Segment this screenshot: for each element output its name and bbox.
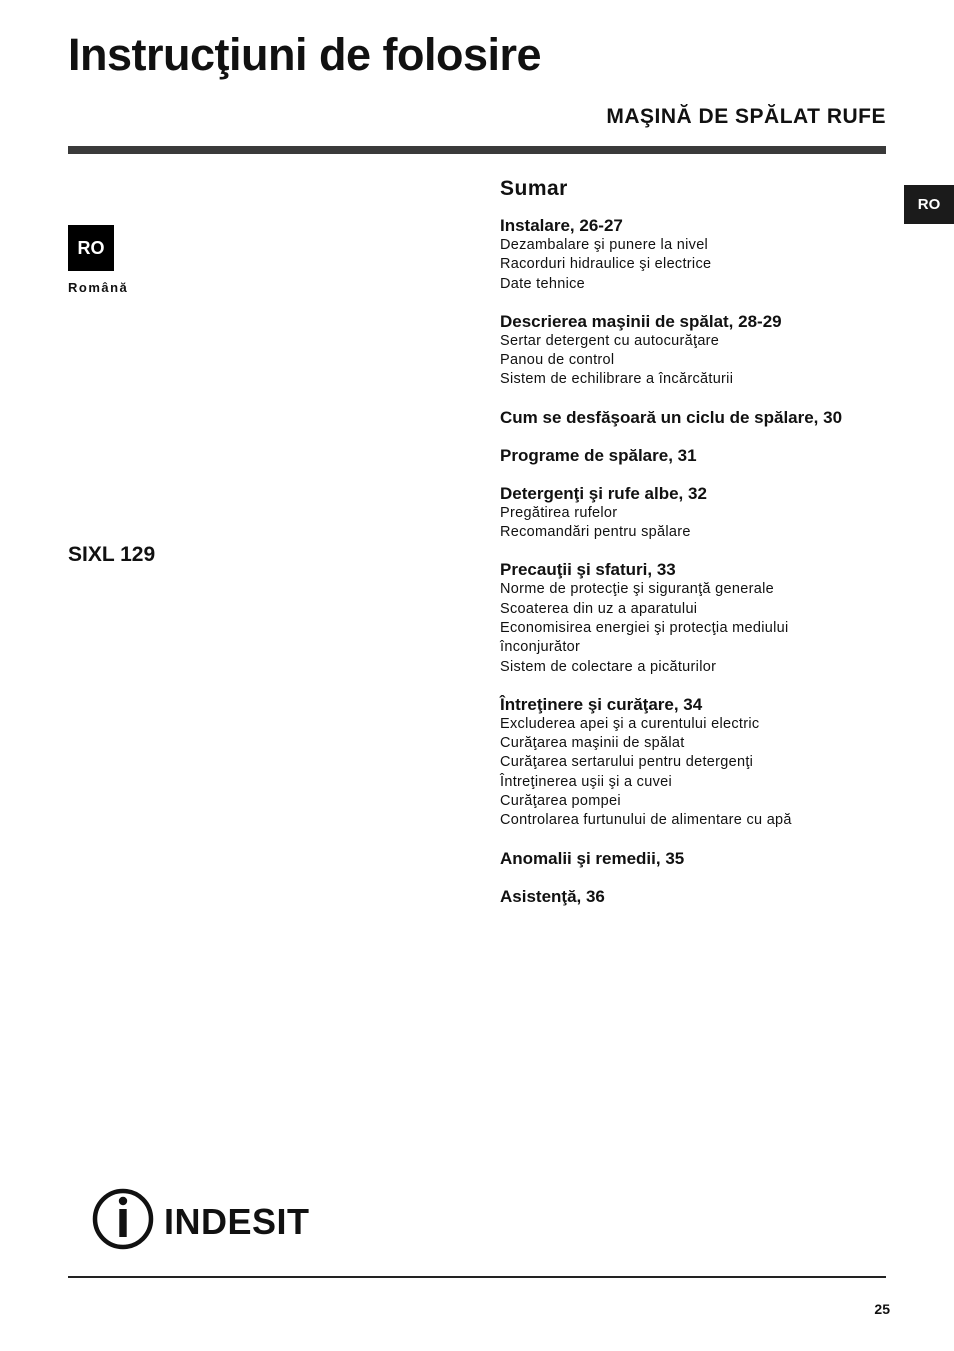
top-divider [68, 146, 886, 154]
toc-section-title[interactable]: Instalare, 26-27 [500, 216, 623, 235]
toc-item[interactable]: Sertar detergent cu autocurăţare [500, 332, 720, 349]
toc-section-title[interactable]: Detergenţi şi rufe albe, 32 [500, 483, 707, 503]
toc-section [500, 483, 900, 543]
toc-section-title[interactable]: Programe de spălare, 31 [500, 445, 697, 465]
toc-item[interactable]: Curăţarea sertarului pentru detergenţi [500, 754, 754, 771]
toc-item[interactable]: Racorduri hidraulice şi electrice [500, 256, 712, 273]
indesit-info-icon [95, 1191, 151, 1247]
toc-item[interactable]: Sistem de colectare a picăturilor [500, 658, 717, 675]
toc-section-title[interactable]: Întreţinere şi curăţare, 34 [500, 694, 703, 714]
toc-item[interactable]: Scoaterea din uz a aparatului [500, 600, 698, 617]
page-number: 25 [874, 1301, 890, 1317]
indesit-logo [92, 1188, 332, 1250]
toc-item[interactable]: Excluderea apei şi a curentului electric [500, 715, 760, 732]
bottom-divider [68, 1276, 886, 1278]
model-number: SIXL 129 [68, 543, 156, 566]
toc-item[interactable]: Dezambalare şi punere la nivel [500, 237, 709, 253]
toc-item[interactable]: Întreţinerea uşii şi a cuvei [500, 773, 673, 790]
toc-item[interactable]: Controlarea furtunului de alimentare cu apă [500, 812, 792, 829]
toc-item[interactable]: Pregătirea rufelor [500, 504, 618, 521]
toc-section-title[interactable]: Cum se desfăşoară un ciclu de spălare, 30 [500, 407, 843, 427]
toc-section [500, 445, 900, 466]
toc-section-title[interactable]: Descrierea maşinii de spălat, 28-29 [500, 311, 782, 331]
toc-item[interactable]: Sistem de echilibrare a încărcăturii [500, 371, 734, 388]
toc-sections [500, 215, 900, 907]
toc-section-title[interactable]: Asistenţă, 36 [500, 886, 605, 906]
toc-section-title[interactable]: Anomalii şi remedii, 35 [500, 848, 685, 868]
toc-item[interactable]: Date tehnice [500, 275, 586, 292]
toc-item[interactable]: Panou de control [500, 352, 615, 369]
toc-item[interactable]: Curăţarea pompei [500, 793, 621, 810]
language-code-badge: RO [68, 225, 114, 271]
toc-section-title[interactable]: Precauţii şi sfaturi, 33 [500, 560, 676, 580]
language-name: Română [68, 280, 129, 295]
toc-section [500, 311, 900, 390]
indesit-wordmark: INDESIT [164, 1201, 310, 1242]
toc-item[interactable]: Recomandări pentru spălare [500, 524, 691, 541]
toc-section [500, 848, 900, 869]
toc-section [500, 886, 900, 907]
toc-section [500, 407, 900, 428]
toc-section [500, 694, 900, 831]
toc-item[interactable]: Curăţarea maşinii de spălat [500, 735, 685, 752]
toc-heading: Sumar [500, 177, 568, 200]
page-title: Instrucţiuni de folosire [68, 29, 542, 80]
table-of-contents [500, 176, 900, 924]
toc-item[interactable]: Norme de protecţie şi siguranţă generale [500, 581, 774, 598]
product-type-subtitle: MAŞINĂ DE SPĂLAT RUFE [606, 105, 886, 128]
language-edge-tab[interactable]: RO [904, 185, 954, 224]
toc-section [500, 559, 900, 676]
toc-item[interactable]: înconjurător [500, 639, 581, 656]
toc-section [500, 215, 900, 294]
toc-item[interactable]: Economisirea energiei şi protecţia mediului [500, 619, 789, 636]
